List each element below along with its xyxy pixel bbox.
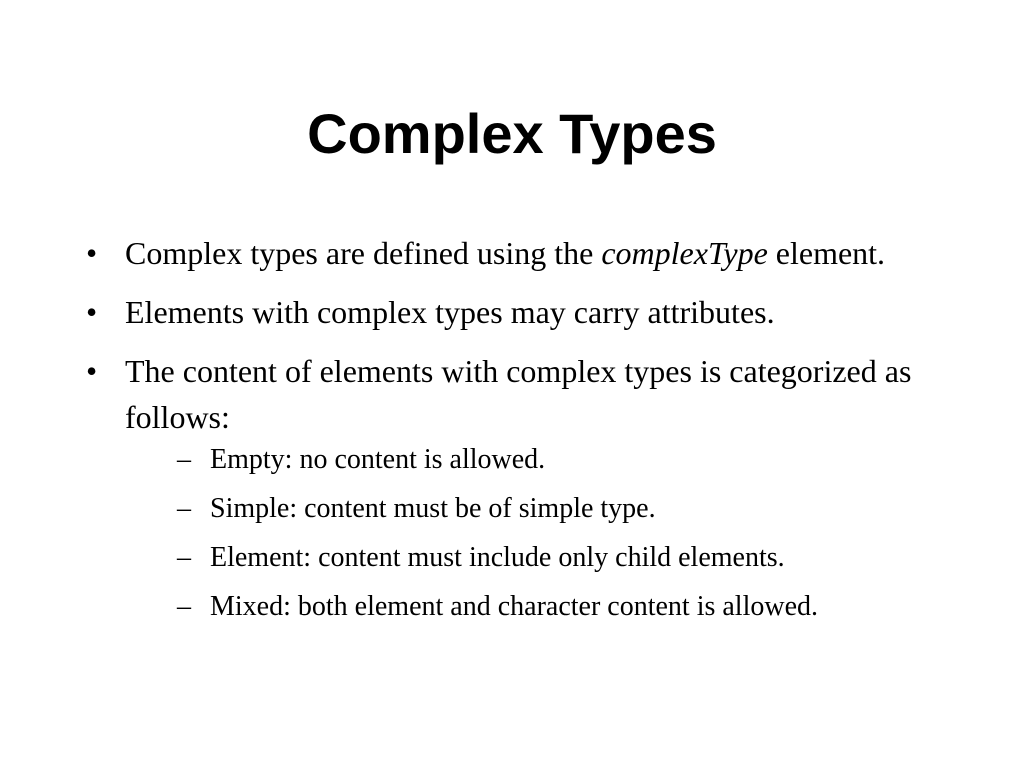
dash-marker: –: [177, 493, 191, 524]
sub-bullet-item: [125, 491, 956, 527]
bullet-text-part: Complex types are defined using the: [125, 235, 602, 271]
sub-bullet-text: Empty: no content is allowed.: [210, 444, 546, 475]
sub-bullet-text: Element: content must include only child elements.: [210, 542, 785, 573]
dash-marker: –: [177, 444, 191, 475]
sub-bullet-text: Simple: content must be of simple type.: [210, 493, 656, 524]
dash-marker: –: [177, 591, 191, 622]
sub-bullet-item: [125, 442, 956, 478]
bullet-text-part: element.: [767, 235, 886, 271]
sub-bullet-text: Mixed: both element and character content is allowed.: [210, 591, 819, 622]
bullet-marker: •: [86, 235, 98, 271]
slide-title: Complex Types: [307, 102, 717, 165]
bullet-item: [86, 230, 956, 276]
sub-bullet-item: [125, 540, 956, 576]
bullet-item: [86, 289, 956, 335]
bullet-marker: •: [86, 294, 98, 330]
bullet-marker: •: [86, 353, 98, 389]
bullet-list: [86, 230, 956, 638]
sub-bullet-item: [125, 589, 956, 625]
sub-bullet-list: [125, 442, 956, 625]
bullet-text: Elements with complex types may carry attributes.: [125, 294, 775, 330]
bullet-item: [86, 348, 956, 625]
dash-marker: –: [177, 542, 191, 573]
bullet-emphasis: complexType: [601, 235, 768, 271]
bullet-text: The content of elements with complex types is categorized as follows:: [125, 353, 912, 435]
